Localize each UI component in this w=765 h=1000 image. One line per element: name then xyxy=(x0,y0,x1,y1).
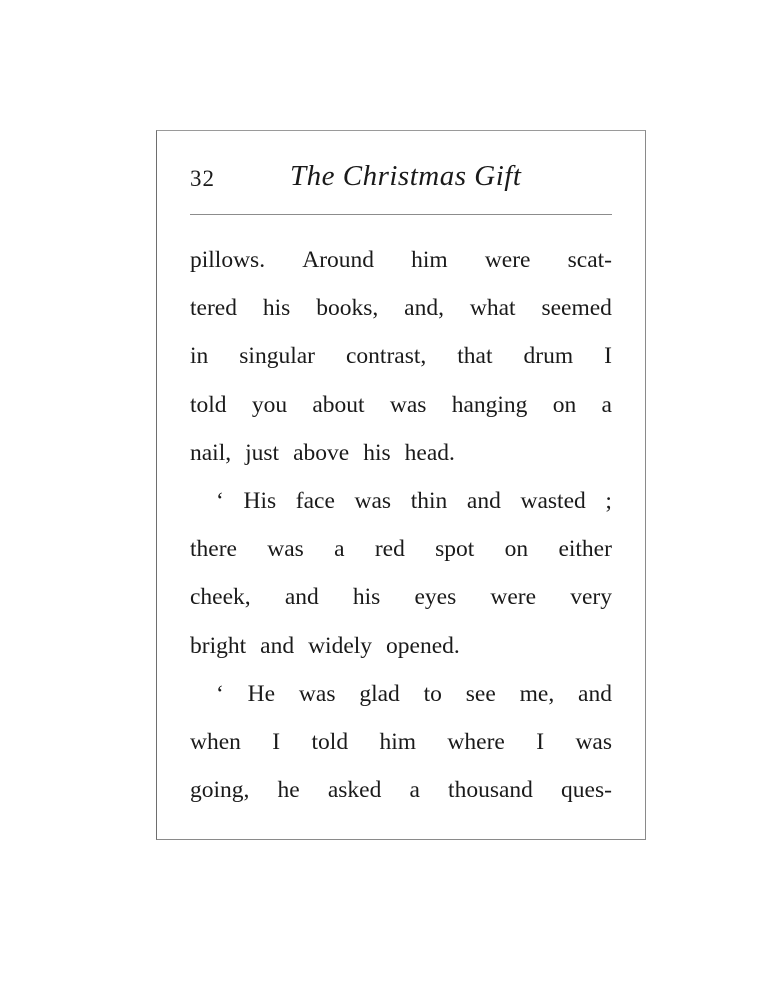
word: ‘ xyxy=(216,680,224,707)
word: contrast, xyxy=(346,343,427,370)
word: a xyxy=(601,391,612,418)
word: opened. xyxy=(386,632,460,659)
word: books, xyxy=(316,295,379,322)
word: was xyxy=(575,728,612,755)
word: ; xyxy=(605,487,612,514)
body-text xyxy=(190,238,612,816)
text-line xyxy=(190,383,612,431)
word: were xyxy=(484,247,531,273)
word: he xyxy=(277,777,300,804)
word: and xyxy=(466,487,501,514)
word: was xyxy=(389,391,427,418)
word: wasted xyxy=(520,487,586,514)
word: a xyxy=(409,777,420,804)
word: what xyxy=(469,295,516,322)
word: pillows. xyxy=(190,247,266,273)
word: where xyxy=(447,728,505,755)
word: cheek, xyxy=(190,584,251,611)
word: and xyxy=(578,680,612,707)
word: on xyxy=(504,536,529,563)
word: I xyxy=(536,728,545,755)
word: told xyxy=(190,391,227,418)
page-header xyxy=(190,158,610,198)
word: were xyxy=(490,584,537,611)
word: Around xyxy=(302,247,375,273)
word: red xyxy=(374,536,405,563)
word: was xyxy=(354,487,392,514)
word: spot xyxy=(435,536,475,563)
word: to xyxy=(423,680,442,707)
word: either xyxy=(558,536,612,563)
word: his xyxy=(352,584,381,611)
word: thin xyxy=(410,487,448,514)
header-rule xyxy=(190,214,612,215)
word: about xyxy=(312,391,365,418)
word: hanging xyxy=(451,391,528,418)
page-number: 32 xyxy=(190,166,215,191)
word: his xyxy=(262,295,291,322)
word: I xyxy=(272,728,281,755)
word: above xyxy=(293,439,350,466)
word: there xyxy=(190,536,237,563)
word: seemed xyxy=(541,295,612,322)
word: He xyxy=(247,680,276,707)
word: and xyxy=(284,584,319,611)
word: just xyxy=(245,439,280,466)
word: I xyxy=(604,343,612,370)
word: asked xyxy=(327,777,382,804)
word: thousand xyxy=(448,777,533,804)
text-line xyxy=(190,527,612,575)
word: me, xyxy=(519,680,555,707)
text-line xyxy=(190,720,612,768)
word: widely xyxy=(308,632,373,659)
word: you xyxy=(251,391,288,418)
word: and, xyxy=(404,295,444,322)
word: on xyxy=(552,391,577,418)
word: singular xyxy=(239,343,315,370)
word: told xyxy=(311,728,349,755)
word: when xyxy=(190,728,241,755)
word: His xyxy=(243,487,277,514)
word: ques- xyxy=(561,777,612,804)
word: was xyxy=(267,536,304,563)
word: nail, xyxy=(190,439,232,466)
word: glad xyxy=(359,680,400,707)
word: in xyxy=(190,343,209,370)
text-line xyxy=(190,768,612,816)
word: that xyxy=(457,343,493,370)
word: see xyxy=(465,680,496,707)
word: face xyxy=(295,487,335,514)
text-line xyxy=(190,479,612,527)
text-line xyxy=(190,334,612,382)
word: ‘ xyxy=(216,487,224,514)
word: him xyxy=(411,247,448,273)
word: drum xyxy=(523,343,574,370)
text-line xyxy=(190,672,612,720)
text-line xyxy=(190,575,612,623)
running-title: The Christmas Gift xyxy=(290,160,522,192)
word: and xyxy=(260,632,295,659)
word: a xyxy=(334,536,345,563)
text-line xyxy=(190,238,612,286)
word: him xyxy=(379,728,417,755)
word: going, xyxy=(190,777,250,804)
word: scat- xyxy=(567,247,612,273)
word: his xyxy=(363,439,391,466)
word: bright xyxy=(190,632,247,659)
word: was xyxy=(298,680,336,707)
word: very xyxy=(570,584,612,611)
text-line xyxy=(190,624,612,672)
word: head. xyxy=(404,439,455,466)
text-line xyxy=(190,286,612,334)
word: eyes xyxy=(414,584,457,611)
text-line xyxy=(190,431,612,479)
word: tered xyxy=(190,295,237,322)
